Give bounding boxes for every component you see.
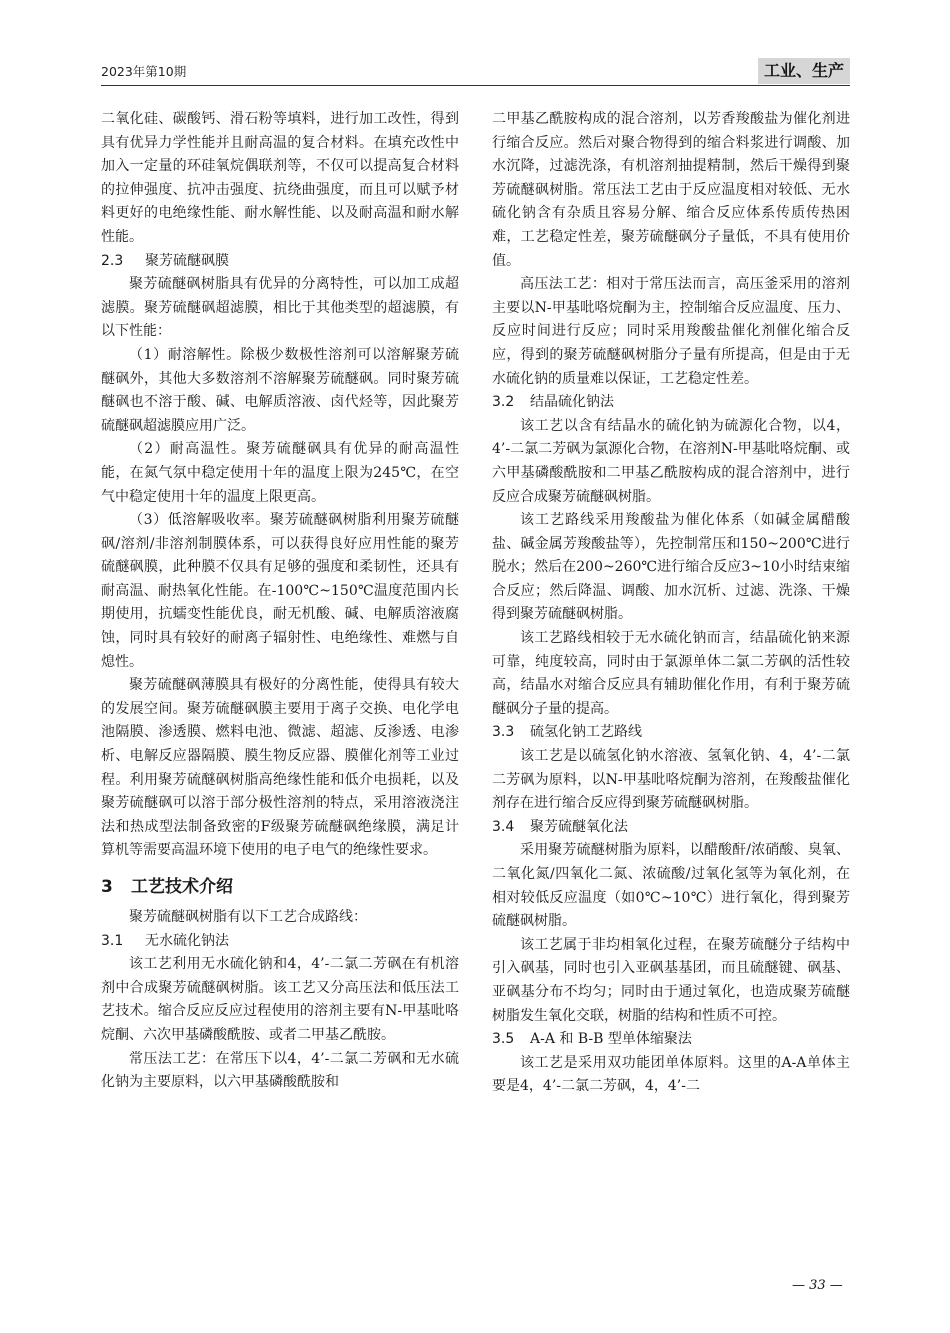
heading-title: 无水硫化钠法: [145, 932, 229, 949]
heading-title: 结晶硫化钠法: [530, 394, 614, 411]
header-divider: [101, 85, 850, 86]
heading-number: 3.5: [492, 1031, 515, 1048]
paragraph: 该工艺是采用双功能团单体原料。这里的A-A单体主要是4，4’-二氯二芳砜，4，4’-二: [492, 1054, 850, 1095]
paragraph: 聚芳硫醚砜树脂有以下工艺合成路线：: [129, 909, 367, 925]
section-heading-3-3: [492, 721, 850, 745]
section-heading-3-5: [492, 1028, 850, 1052]
issue-label: 2023年第10期: [101, 64, 187, 79]
paragraph: 聚芳硫醚砜薄膜具有极好的分离性能，使得具有较大的发展空间。聚芳硫醚砜膜主要用于离子交换、电化学电池隔膜、渗透膜、燃料电池、微滤、超滤、反渗透、电渗析、电解反应器隔膜、膜生物反应器、膜催化剂等工业过程。利用聚芳硫醚砜树脂高绝缘性能和低介电损耗，以及聚芳硫醚砜可以溶于部分极性溶剂的特点，采用溶液浇注法和热成型法制备致密的F级聚芳硫醚砜绝缘膜，满足计算机等需要高温环境下使用的电子电气的绝缘性要求。: [101, 677, 459, 859]
paragraph: 该工艺属于非均相氧化过程，在聚芳硫醚分子结构中引入砜基，同时也引入亚砜基基团，而且硫醚键、砜基、亚砜基分布不均匀；同时由于通过氧化，也造成聚芳硫醚树脂发生氧化交联，树脂的结构和性质不可控。: [492, 936, 850, 1024]
paragraph: （2）耐高温性。聚芳硫醚砜具有优异的耐高温性能，在氮气氛中稳定使用十年的温度上限为245℃，在空气中稳定使用十年的温度上限更高。: [101, 441, 459, 505]
paragraph: 二甲基乙酰胺构成的混合溶剂，以芳香羧酸盐为催化剂进行缩合反应。然后对聚合物得到的缩合料浆进行调酸、加水沉降，过滤洗涤，有机溶剂抽提精制，然后干燥得到聚芳硫醚砜树脂。常压法工艺由于反应温度相对较低、无水硫化钠含有杂质且容易分解、缩合反应体系传质传热困难，工艺稳定性差，聚芳硫醚砜分子量低，不具有使用价值。: [492, 111, 850, 269]
page-number: — 33 —: [792, 1278, 843, 1293]
section-heading-3: [101, 875, 459, 899]
paragraph: 聚芳硫醚砜树脂具有优异的分离特性，可以加工成超滤膜。聚芳硫醚砜超滤膜，相比于其他类型的超滤膜，有以下性能：: [101, 276, 459, 340]
heading-number: 3.2: [492, 394, 515, 411]
heading-number: 2.3: [101, 252, 124, 269]
section-heading-3-1: [101, 930, 459, 954]
paragraph: 该工艺路线相较于无水硫化钠而言，结晶硫化钠来源可靠，纯度较高，同时由于氯源单体二氯二芳砜的活性较高，结晶水对缩合反应具有辅助催化作用，有利于聚芳硫醚砜分子量的提高。: [492, 630, 850, 717]
heading-number: 3.4: [492, 818, 515, 835]
paragraph: 该工艺以含有结晶水的硫化钠为硫源化合物，以4，4’-二氯二芳砜为氯源化合物，在溶剂N-甲基吡咯烷酮、或六甲基磷酸酰胺和二甲基乙酰胺构成的混合溶剂中，进行反应合成聚芳硫醚砜树脂。: [492, 417, 850, 505]
paragraph: 该工艺利用无水硫化钠和4，4’-二氯二芳砜在有机溶剂中合成聚芳硫醚砜树脂。该工艺又分高压法和低压法工艺技术。缩合反应反应过程使用的溶剂主要有N-甲基吡咯烷酮、六次甲基磷酸酰胺、或者二甲基乙酰胺。: [101, 956, 459, 1043]
section-heading-2-3: [101, 250, 459, 274]
right-column: [492, 108, 850, 1099]
heading-title: 聚芳硫醚氧化法: [530, 818, 628, 835]
heading-title: A-A 和 B-B 型单体缩聚法: [530, 1031, 692, 1048]
heading-title: 聚芳硫醚砜膜: [145, 252, 229, 269]
heading-number: 3.3: [492, 724, 515, 741]
paragraph: （1）耐溶解性。除极少数极性溶剂可以溶解聚芳硫醚砜外，其他大多数溶剂不溶解聚芳硫醚砜。同时聚芳硫醚砜也不溶于酸、碱、电解质溶液、卤代烃等，因此聚芳硫醚砜超滤膜应用广泛。: [101, 346, 459, 434]
paragraph: 采用聚芳硫醚树脂为原料，以醋酸酐/浓硝酸、臭氧、二氧化氮/四氧化二氮、浓硫酸/过氧化氢等为氧化剂，在相对较低反应温度（如0℃~10℃）进行氧化，得到聚芳硫醚砜树脂。: [492, 842, 850, 930]
section-heading-3-4: [492, 816, 850, 840]
left-column: [101, 108, 459, 1095]
section-badge: 工业、生产: [758, 58, 850, 84]
paragraph: （3）低溶解吸收率。聚芳硫醚砜树脂利用聚芳硫醚砜/溶剂/非溶剂制膜体系，可以获得良好应用性能的聚芳硫醚砜膜，此种膜不仅具有足够的强度和柔韧性，还具有耐高温、耐热氧化性能。在-100℃~150℃温度范围内长期使用，抗蠕变性能优良，耐无机酸、碱、电解质溶液腐蚀，同时具有较好的耐离子辐射性、电绝缘性、难燃与自熄性。: [101, 512, 459, 670]
paragraph: 高压法工艺：相对于常压法而言，高压釜采用的溶剂主要以N-甲基吡咯烷酮为主，控制缩合反应温度、压力、反应时间进行反应；同时采用羧酸盐催化剂催化缩合反应，得到的聚芳硫醚砜树脂分子量有所提高，但是由于无水硫化钠的质量难以保证，工艺稳定性差。: [492, 276, 850, 387]
heading-number: 3.1: [101, 932, 124, 949]
heading-number: 3: [101, 877, 113, 897]
heading-title: 硫氢化钠工艺路线: [530, 724, 642, 741]
heading-title: 工艺技术介绍: [131, 877, 233, 897]
paragraph: 常压法工艺：在常压下以4，4’-二氯二芳砜和无水硫化钠为主要原料，以六甲基磷酸酰胺和: [101, 1050, 459, 1091]
paragraph: 该工艺是以硫氢化钠水溶液、氢氧化钠、4，4’-二氯二芳砜为原料，以N-甲基吡咯烷酮为溶剂，在羧酸盐催化剂存在进行缩合反应得到聚芳硫醚砜树脂。: [492, 748, 850, 812]
paragraph: 二氧化硅、碳酸钙、滑石粉等填料，进行加工改性，得到具有优异力学性能并且耐高温的复合材料。在填充改性中加入一定量的环硅氧烷偶联剂等，不仅可以提高复合材料的拉伸强度、抗冲击强度、抗绕曲强度，而且可以赋予材料更好的电绝缘性能、耐水解性能、以及耐高温和耐水解性能。: [101, 111, 459, 245]
section-heading-3-2: [492, 391, 850, 415]
paragraph: 该工艺路线采用羧酸盐为催化体系（如碱金属醋酸盐、碱金属芳羧酸盐等），先控制常压和150~200℃进行脱水；然后在200~260℃进行缩合反应3~10小时结束缩合反应；然后降温、调酸、加水沉析、过滤、洗涤、干燥得到聚芳硫醚砜树脂。: [492, 512, 850, 623]
